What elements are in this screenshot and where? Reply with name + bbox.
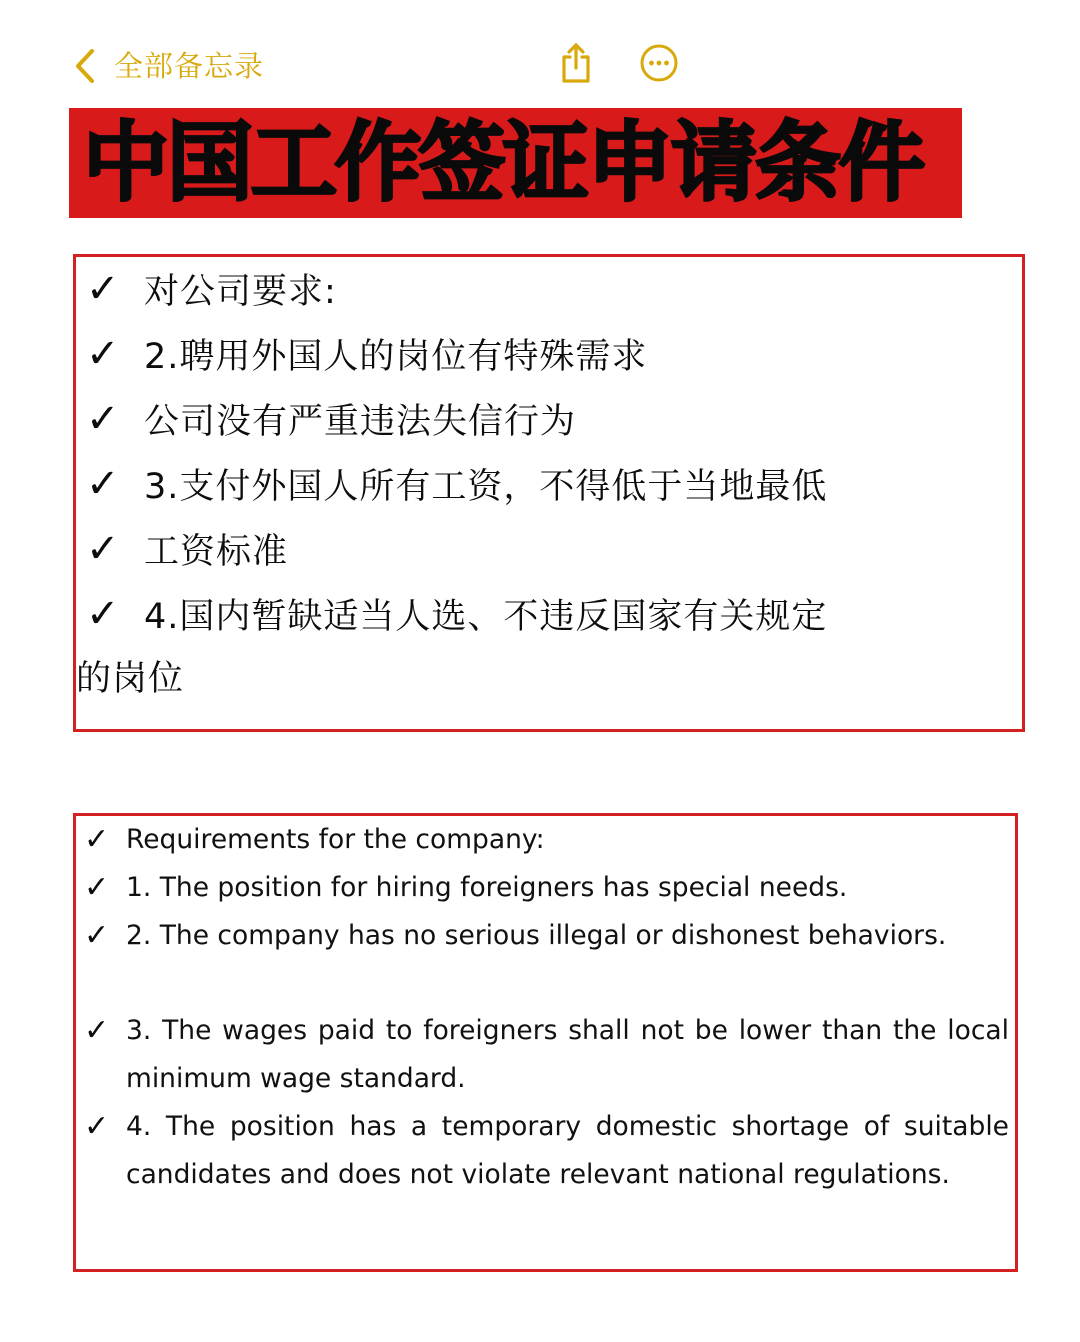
checkmark-icon: ✓ xyxy=(86,331,120,377)
list-item xyxy=(86,452,827,516)
list-item xyxy=(84,816,1009,864)
list-item-text: 4. The position has a temporary domestic shortage of suitable candidates and does not violate relevant national regulations. xyxy=(126,1111,1009,1190)
list-item xyxy=(86,257,337,321)
list-item-text: 工资标准 xyxy=(144,532,289,572)
checkmark-icon: ✓ xyxy=(86,526,120,572)
list-item xyxy=(84,1103,1009,1198)
back-label: 全部备忘录 xyxy=(114,49,265,83)
share-button[interactable] xyxy=(551,40,601,90)
more-options-button[interactable] xyxy=(634,40,684,90)
list-item-continuation: 的岗位 xyxy=(76,659,185,699)
checkmark-icon: ✓ xyxy=(86,266,120,312)
checkmark-icon: ✓ xyxy=(86,461,120,507)
back-button[interactable] xyxy=(74,44,264,88)
list-item-text: 1. The position for hiring foreigners has special needs. xyxy=(126,872,848,903)
title-banner xyxy=(69,108,962,218)
list-item-text: 2.聘用外国人的岗位有特殊需求 xyxy=(144,337,648,377)
list-item xyxy=(84,864,1009,912)
checkmark-icon: ✓ xyxy=(84,822,110,857)
checkmark-icon: ✓ xyxy=(84,1013,110,1048)
checkmark-icon: ✓ xyxy=(86,396,120,442)
chinese-requirements-box xyxy=(73,254,1025,732)
list-item-text: 2. The company has no serious illegal or dishonest behaviors. xyxy=(126,920,947,951)
ellipsis-circle-icon xyxy=(639,43,679,87)
list-item xyxy=(86,387,576,451)
chevron-left-icon xyxy=(74,48,96,84)
list-item-text: 3.支付外国人所有工资，不得低于当地最低 xyxy=(144,467,828,507)
list-item-text: 4.国内暂缺适当人选、不违反国家有关规定 xyxy=(144,597,828,637)
list-item xyxy=(84,1007,1009,1102)
checkmark-icon: ✓ xyxy=(86,591,120,637)
page-title: 中国工作签证申请条件 xyxy=(83,113,923,213)
share-icon xyxy=(558,41,594,89)
checkmark-icon: ✓ xyxy=(84,870,110,905)
list-item-text: 3. The wages paid to foreigners shall not be lower than the local minimum wage standard. xyxy=(126,1015,1009,1094)
checkmark-icon: ✓ xyxy=(84,918,110,953)
list-item xyxy=(84,912,1009,960)
list-item-text: 对公司要求: xyxy=(144,272,337,312)
list-item xyxy=(86,322,647,386)
list-item-text: 公司没有严重违法失信行为 xyxy=(144,402,577,442)
list-item-text: Requirements for the company: xyxy=(126,824,545,855)
list-item xyxy=(86,517,288,581)
english-requirements-box xyxy=(73,813,1018,1272)
checkmark-icon: ✓ xyxy=(84,1109,110,1144)
list-item xyxy=(86,582,827,646)
